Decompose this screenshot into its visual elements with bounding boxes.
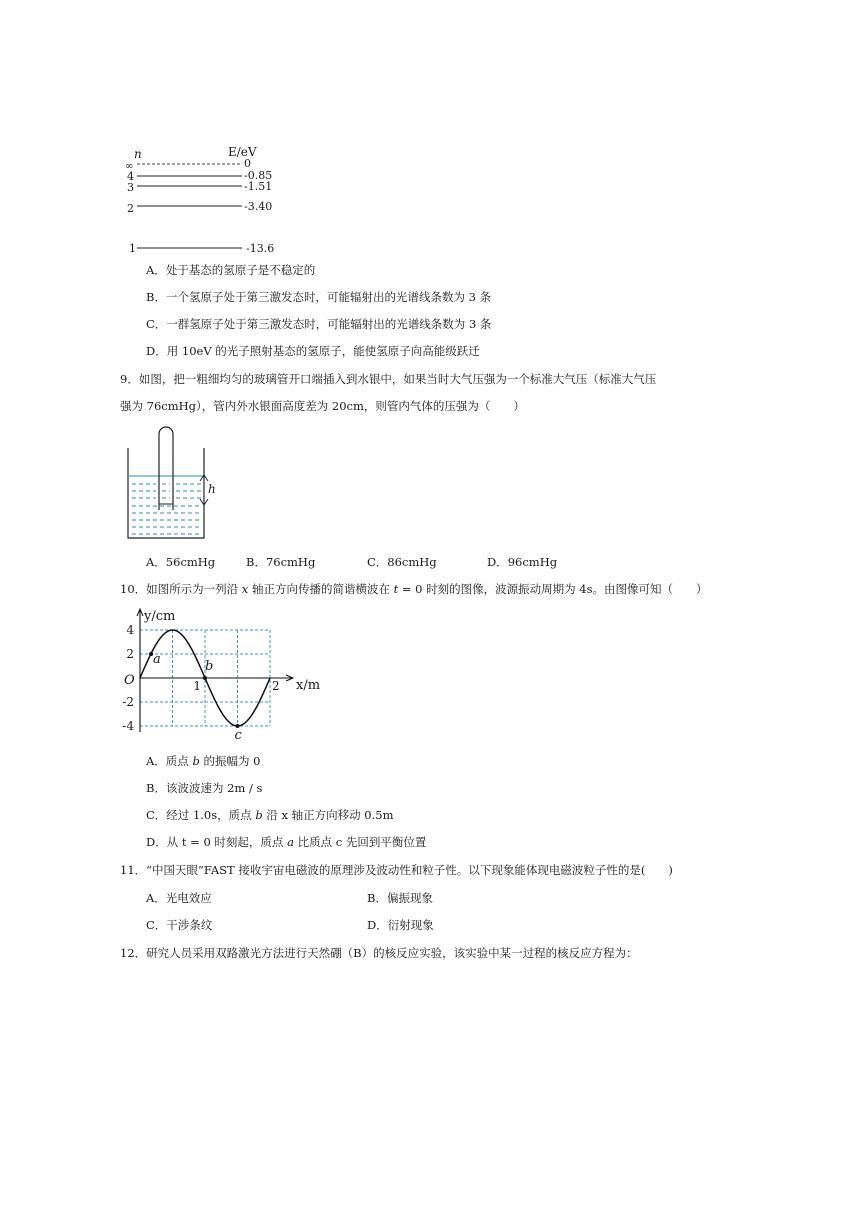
level-2-n: 2 bbox=[127, 202, 134, 215]
q12-stem: 12．研究人员采用双路激光方法进行天然硼（B）的核反应实验，该实验中某一过程的核反应方程为： bbox=[120, 946, 638, 960]
q10-stem-part1: 10．如图所示为一列沿 bbox=[120, 582, 242, 596]
level-inf-e: 0 bbox=[244, 157, 251, 170]
q9-stem-line1: 9．如图，把一粗细均匀的玻璃管开口端插入到水银中，如果当时大气压强为一个标准大气压（标准大气压 bbox=[120, 372, 657, 386]
q10-option-b-pre: B．该波波速为 2m / s bbox=[146, 781, 263, 795]
point-b bbox=[203, 676, 207, 680]
q10-option-b bbox=[146, 780, 262, 796]
q9-option-d: D．96cmHg bbox=[487, 555, 558, 569]
energy-axis-label: E/eV bbox=[228, 145, 257, 159]
container-outline bbox=[128, 448, 204, 538]
n-axis-label: n bbox=[134, 147, 142, 161]
point-label-c: c bbox=[234, 728, 242, 743]
q10-option-c-var: b bbox=[255, 808, 263, 822]
x-tick-label: 2 bbox=[272, 679, 280, 693]
q8-option-b bbox=[146, 289, 491, 305]
q8-option-d-label: D． bbox=[146, 344, 167, 358]
q10-option-d-post: 比质点 c 先回到平衡位置 bbox=[293, 835, 427, 849]
q10-option-d-pre: D．从 t = 0 时刻起，质点 bbox=[146, 835, 288, 849]
q10-option-a-post: 的振幅为 0 bbox=[199, 754, 261, 768]
level-inf-n: ∞ bbox=[125, 161, 134, 172]
level-4-e: -0.85 bbox=[244, 169, 273, 182]
q10-option-a-pre: A．质点 bbox=[146, 754, 193, 768]
x-axis-label: x/m bbox=[296, 678, 321, 693]
q9-option-c: C．86cmHg bbox=[367, 555, 437, 569]
y-axis-label: y/cm bbox=[144, 609, 176, 624]
q10-option-c-post: 沿 x 轴正方向移动 0.5m bbox=[262, 808, 394, 822]
origin-label: O bbox=[124, 673, 135, 688]
level-2-e: -3.40 bbox=[244, 200, 273, 213]
level-4-n: 4 bbox=[127, 170, 134, 183]
q10-option-a bbox=[146, 753, 260, 769]
wave-chart bbox=[122, 604, 322, 744]
q11-option-d: D．衍射现象 bbox=[367, 918, 434, 932]
q10-stem-part2: 轴正方向传播的简谐横波在 bbox=[248, 582, 394, 596]
q8-option-c-label: C． bbox=[146, 317, 167, 331]
q10-stem-t: t bbox=[393, 582, 399, 596]
q10-option-c-pre: C．经过 1.0s，质点 bbox=[146, 808, 256, 822]
level-3-e: -1.51 bbox=[244, 180, 273, 193]
q8-option-d bbox=[146, 343, 480, 359]
q10-option-d bbox=[146, 834, 426, 850]
q8-option-b-label: B． bbox=[146, 290, 166, 304]
point-label-b: b bbox=[205, 659, 214, 674]
q10-stem-x: x bbox=[241, 582, 249, 596]
q9-stem-line2: 强为 76cmHg），管内外水银面高度差为 20cm，则管内气体的压强为（ ） bbox=[120, 399, 525, 413]
y-tick-label: -4 bbox=[122, 719, 134, 733]
q8-option-c bbox=[146, 316, 491, 332]
point-label-a: a bbox=[153, 652, 161, 667]
q10-stem bbox=[120, 581, 708, 597]
energy-level-diagram bbox=[120, 142, 290, 260]
y-tick-label: 2 bbox=[126, 647, 134, 661]
q8-option-c-text: 一群氢原子处于第三激发态时，可能辐射出的光谱线条数为 3 条 bbox=[166, 317, 492, 331]
q10-stem-part3: = 0 时刻的图像，波源振动周期为 4s。由图像可知（ ） bbox=[398, 582, 708, 596]
mercury-tube-diagram bbox=[124, 424, 224, 542]
level-3-n: 3 bbox=[127, 181, 134, 194]
q8-option-a-text: 处于基态的氢原子是不稳定的 bbox=[165, 263, 316, 277]
height-label: h bbox=[208, 482, 216, 496]
q8-option-d-text: 用 10eV 的光子照射基态的氢原子，能使氢原子向高能级跃迁 bbox=[166, 344, 480, 358]
q8-option-b-text: 一个氢原子处于第三激发态时，可能辐射出的光谱线条数为 3 条 bbox=[165, 290, 492, 304]
level-1-e: -13.6 bbox=[246, 242, 275, 255]
q11-option-a: A．光电效应 bbox=[146, 891, 212, 905]
q10-option-a-var: b bbox=[192, 754, 200, 768]
q11-stem: 11．“中国天眼”FAST 接收宇宙电磁波的原理涉及波动性和粒子性。以下现象能体现电磁波粒子性的是( ) bbox=[120, 863, 673, 877]
q9-option-b: B．76cmHg bbox=[246, 555, 316, 569]
y-tick-label: -2 bbox=[122, 695, 134, 709]
q8-option-a bbox=[146, 262, 315, 278]
q11-option-b: B．偏振现象 bbox=[367, 891, 433, 905]
level-1-n: 1 bbox=[129, 242, 136, 255]
y-tick-label: 4 bbox=[126, 623, 134, 637]
wave-labels bbox=[122, 609, 320, 743]
mercury-fill bbox=[132, 484, 201, 534]
q10-option-c bbox=[146, 807, 394, 823]
q8-option-a-label: A． bbox=[146, 263, 166, 277]
q10-option-d-var: a bbox=[287, 835, 294, 849]
q11-option-c: C．干涉条纹 bbox=[146, 918, 213, 932]
x-tick-label: 1 bbox=[193, 679, 201, 693]
q9-option-a: A．56cmHg bbox=[146, 555, 216, 569]
